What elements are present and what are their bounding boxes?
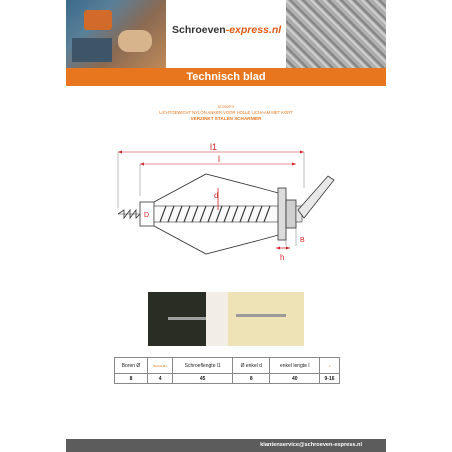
tools-photo: [66, 0, 166, 68]
table-cell: 8: [115, 374, 148, 384]
label-h: h: [280, 253, 285, 262]
arrow-right-icon: [292, 163, 296, 166]
title-bar: [66, 68, 386, 86]
wall-section: [206, 292, 228, 346]
label-d: d: [214, 191, 219, 200]
label-l: l: [218, 154, 220, 164]
logo-text: [172, 24, 281, 36]
table-cell: 40: [270, 374, 320, 384]
arrow-right-icon: [286, 247, 290, 250]
arrow-right-icon: [300, 151, 304, 154]
header-cell: Boren Ø: [115, 358, 148, 374]
arrow-left-icon: [140, 163, 144, 166]
table-cell: 4: [148, 374, 173, 384]
table-cell: 8: [233, 374, 270, 384]
arrow-left-icon: [276, 247, 280, 250]
flange: [286, 200, 296, 228]
technical-sheet-page: [66, 0, 386, 452]
product-photo: [148, 292, 304, 346]
header-cell: h: [320, 358, 340, 374]
header-cell: Schroeflengte l1: [173, 358, 233, 374]
table-cell: 45: [173, 374, 233, 384]
header-banner: [66, 0, 386, 68]
label-B: B: [300, 237, 305, 244]
label-l1: l1: [210, 142, 218, 152]
drill-icon: [84, 10, 112, 30]
header-cell: Borhel Ø1: [148, 358, 173, 374]
footer: [66, 439, 386, 452]
product-line-2: VERZINKT STALEN SCHARNIER: [190, 116, 262, 121]
toolbox-icon: [72, 38, 112, 62]
logo-main: Schroeven: [172, 24, 226, 36]
lower-wing: [154, 226, 282, 254]
collar: [278, 188, 286, 240]
logo-accent: -express.nl: [225, 24, 282, 36]
hand-icon: [118, 30, 152, 52]
table-cell: 9-16: [320, 374, 340, 384]
hook: [298, 176, 334, 218]
header-cell: enkel lengte l: [270, 358, 320, 374]
board-section: [228, 292, 304, 346]
anchor-icon: [236, 314, 286, 317]
product-line-1: LICHTGEWICHT NYLON ANKER VOOR HOLLE LICHAAM MET KORT: [159, 110, 293, 115]
table-row: [115, 374, 340, 384]
label-D: D: [144, 212, 150, 219]
arrow-left-icon: [118, 151, 122, 154]
product-description: [66, 104, 386, 122]
bolt-icon: [168, 317, 210, 320]
logo[interactable]: [166, 0, 286, 68]
table-header-row: [115, 358, 340, 374]
page-title: Technisch blad: [186, 71, 266, 83]
header-cell: Ø enkel d: [233, 358, 270, 374]
contact-email-link[interactable]: klantenservice@schroeven-express.nl: [260, 442, 362, 448]
spec-table: [114, 357, 340, 384]
anchor-diagram: [110, 138, 342, 264]
product-code: SC000PTI: [217, 105, 235, 109]
screws-photo: [286, 0, 386, 68]
